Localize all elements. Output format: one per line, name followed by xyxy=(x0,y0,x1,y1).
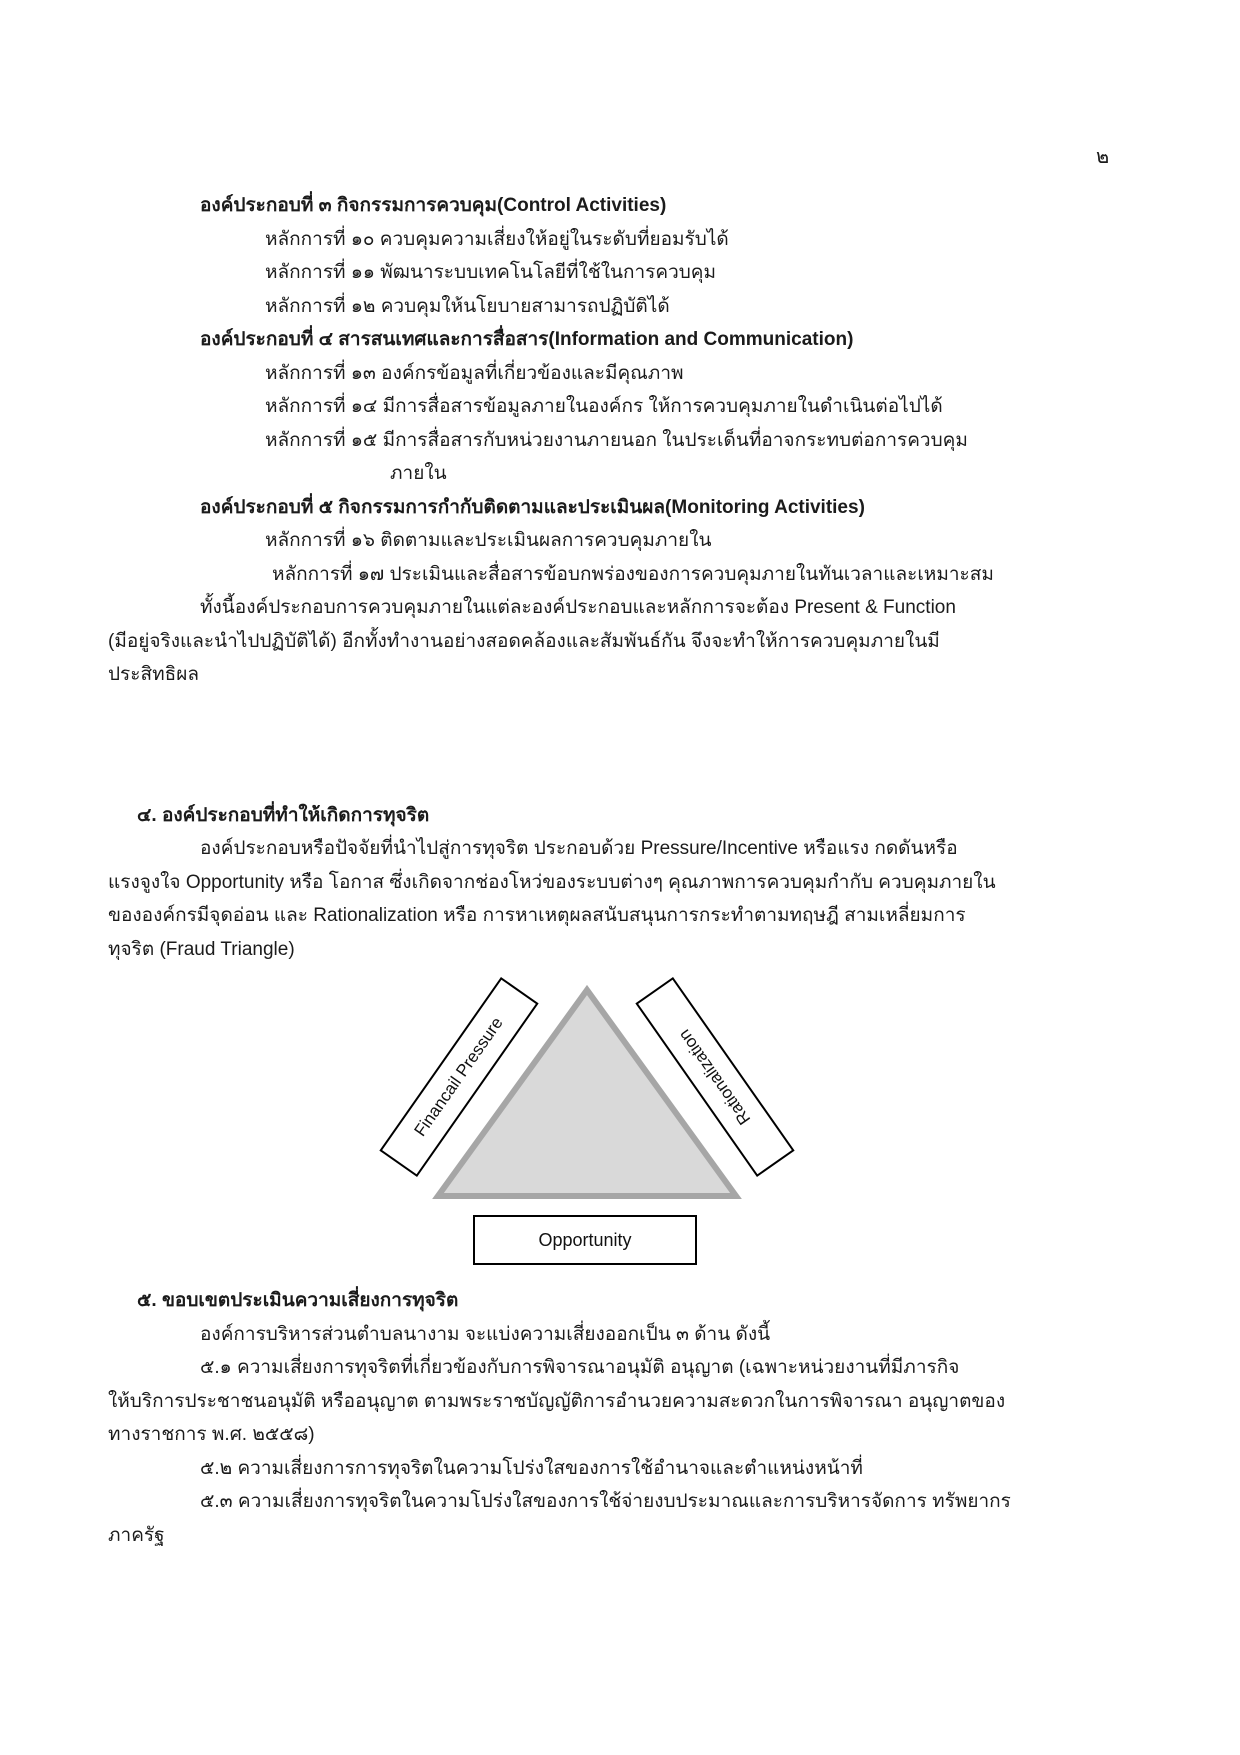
doc-line: ๕.๑ ความเสี่ยงการทุจริตที่เกี่ยวข้องกับการพิจารณาอนุมัติ อนุญาต (เฉพาะหน่วยงานที่มีภารกิจ xyxy=(200,1357,960,1378)
doc-line: ให้บริการประชาชนอนุมัติ หรืออนุญาต ตามพระราชบัญญัติการอำนวยความสะดวกในการพิจารณา อนุญาตของ xyxy=(108,1390,1006,1412)
vertical-gap xyxy=(108,692,1138,799)
doc-line: ภาครัฐ xyxy=(108,1524,165,1546)
page-number: ๒ xyxy=(1096,146,1110,168)
heading-component-3: องค์ประกอบที่ ๓ กิจกรรมการควบคุม(Control Activities) xyxy=(200,195,667,216)
rationalization-text: Rationalization xyxy=(674,1026,755,1129)
doc-line: หลักการที่ ๑๗ ประเมินและสื่อสารข้อบกพร่องของการควบคุมภายในทันเวลาและเหมาะสม xyxy=(272,563,994,585)
heading-section-4: ๔. องค์ประกอบที่ทำให้เกิดการทุจริต xyxy=(137,804,430,826)
doc-line: หลักการที่ ๑๖ ติดตามและประเมินผลการควบคุมภายใน xyxy=(265,530,712,551)
doc-line: ๕.๓ ความเสี่ยงการทุจริตในความโปร่งใสของการใช้จ่ายงบประมาณและการบริหารจัดการ ทรัพยากร xyxy=(200,1491,1011,1512)
doc-line: (มีอยู่จริงและนำไปปฏิบัติได้) อีกทั้งทำงานอย่างสอดคล้องและสัมพันธ์กัน จึงจะทำให้การควบคุมภายในมี xyxy=(108,630,940,652)
doc-line: แรงจูงใจ Opportunity หรือ โอกาส ซึ่งเกิดจากช่องโหว่ของระบบต่างๆ คุณภาพการควบคุมกำกับ ควบคุมภายใน xyxy=(108,871,996,893)
doc-line: หลักการที่ ๑๔ มีการสื่อสารข้อมูลภายในองค์กร ให้การควบคุมภายในดำเนินต่อไปได้ xyxy=(265,396,943,417)
doc-line: หลักการที่ ๑๐ ควบคุมความเสี่ยงให้อยู่ในระดับที่ยอมรับได้ xyxy=(265,228,729,250)
financial-pressure-text: Financail Pressure xyxy=(410,1013,507,1140)
doc-line: หลักการที่ ๑๑ พัฒนาระบบเทคโนโลยีที่ใช้ในการควบคุม xyxy=(265,262,717,283)
doc-line: ทุจริต (Fraud Triangle) xyxy=(108,938,295,960)
doc-line: ขององค์กรมีจุดอ่อน และ Rationalization หรือ การหาเหตุผลสนับสนุนการกระทำตามทฤษฎี สามเหลี่ยมการ xyxy=(108,905,966,926)
doc-line: หลักการที่ ๑๒ ควบคุมให้นโยบายสามารถปฏิบัติได้ xyxy=(265,295,670,317)
doc-line: ประสิทธิผล xyxy=(108,664,199,685)
heading-component-5: องค์ประกอบที่ ๕ กิจกรรมการกำกับติดตามและประเมินผล(Monitoring Activities) xyxy=(200,496,865,518)
doc-line: หลักการที่ ๑๕ มีการสื่อสารกับหน่วยงานภายนอก ในประเด็นที่อาจกระทบต่อการควบคุม xyxy=(265,429,968,451)
heading-section-5: ๕. ขอบเขตประเมินความเสี่ยงการทุจริต xyxy=(137,1290,459,1311)
doc-line: ภายใน xyxy=(390,463,447,484)
doc-line: องค์ประกอบหรือปัจจัยที่นำไปสู่การทุจริต ประกอบด้วย Pressure/Incentive หรือแรง กดดันหรือ xyxy=(200,838,958,859)
document-body xyxy=(108,189,1138,1552)
doc-line: ทางราชการ พ.ศ. ๒๕๕๘) xyxy=(108,1424,315,1445)
opportunity-text: Opportunity xyxy=(538,1229,632,1250)
doc-line: องค์การบริหารส่วนตำบลนางาม จะแบ่งความเสี่ยงออกเป็น ๓ ด้าน ดังนี้ xyxy=(200,1323,771,1345)
doc-line: หลักการที่ ๑๓ องค์กรข้อมูลที่เกี่ยวข้องและมีคุณภาพ xyxy=(265,362,684,384)
opportunity-box xyxy=(473,1215,697,1265)
doc-line: ทั้งนี้องค์ประกอบการควบคุมภายในแต่ละองค์ประกอบและหลักการจะต้อง Present & Function xyxy=(200,597,956,618)
heading-component-4: องค์ประกอบที่ ๔ สารสนเทศและการสื่อสาร(Information and Communication) xyxy=(200,329,854,350)
doc-line: ๕.๒ ความเสี่ยงการการทุจริตในความโปร่งใสของการใช้อำนาจและตำแหน่งหน้าที่ xyxy=(200,1457,863,1479)
